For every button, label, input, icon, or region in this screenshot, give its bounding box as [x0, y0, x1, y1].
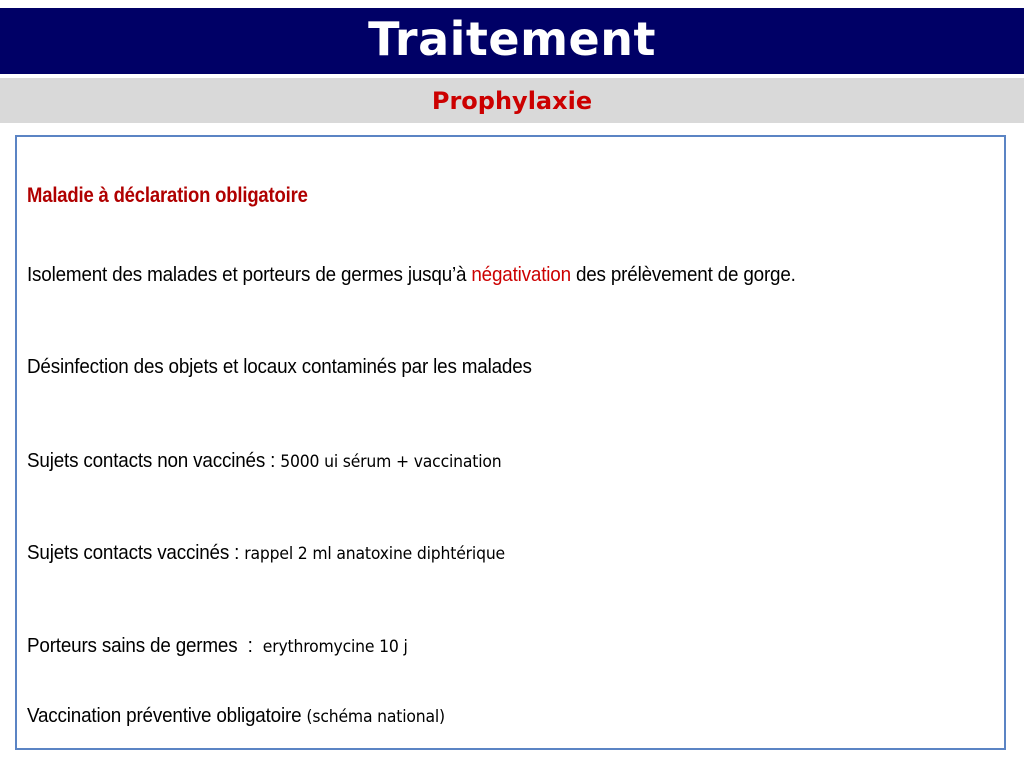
section-heading: Maladie à déclaration obligatoire [27, 184, 308, 207]
isolation-text [27, 265, 796, 286]
isolation-line [27, 265, 863, 286]
unvaccinated-contacts-label: Sujets contacts non vaccinés : [27, 449, 281, 472]
disinfection-line [27, 357, 576, 378]
vaccinated-contacts-detail: rappel 2 ml anatoxine diphtérique [244, 544, 505, 564]
content-box [15, 135, 1006, 750]
unvaccinated-contacts-detail: 5000 ui sérum + vaccination [280, 452, 502, 472]
vaccinated-contacts-label: Sujets contacts vaccinés : [27, 541, 245, 564]
unvaccinated-contacts-line [27, 451, 543, 472]
preventive-vaccination-detail: (schéma national) [306, 707, 445, 727]
page-subtitle: Prophylaxie [431, 86, 593, 115]
isolation-text-before: Isolement des malades et porteurs de germes jusqu’à [27, 263, 472, 286]
title-bar [0, 8, 1024, 74]
subtitle-bar [0, 78, 1024, 123]
preventive-vaccination-label: Vaccination préventive obligatoire [27, 704, 307, 727]
preventive-vaccination-line [27, 706, 481, 727]
preventive-vaccination-text [27, 706, 445, 727]
isolation-text-after: des prélèvement de gorge. [570, 263, 796, 286]
healthy-carriers-detail: erythromycine 10 j [262, 637, 408, 657]
vaccinated-contacts-text [27, 543, 505, 564]
healthy-carriers-label: Porteurs sains de germes : [27, 634, 263, 657]
negativation-highlight: négativation [471, 263, 571, 286]
healthy-carriers-text [27, 636, 408, 657]
vaccinated-contacts-line [27, 543, 547, 564]
page-title: Traitement [368, 12, 656, 66]
healthy-carriers-line [27, 636, 441, 657]
disinfection-text: Désinfection des objets et locaux contaminés par les malades [27, 355, 532, 378]
unvaccinated-contacts-text [27, 451, 502, 472]
